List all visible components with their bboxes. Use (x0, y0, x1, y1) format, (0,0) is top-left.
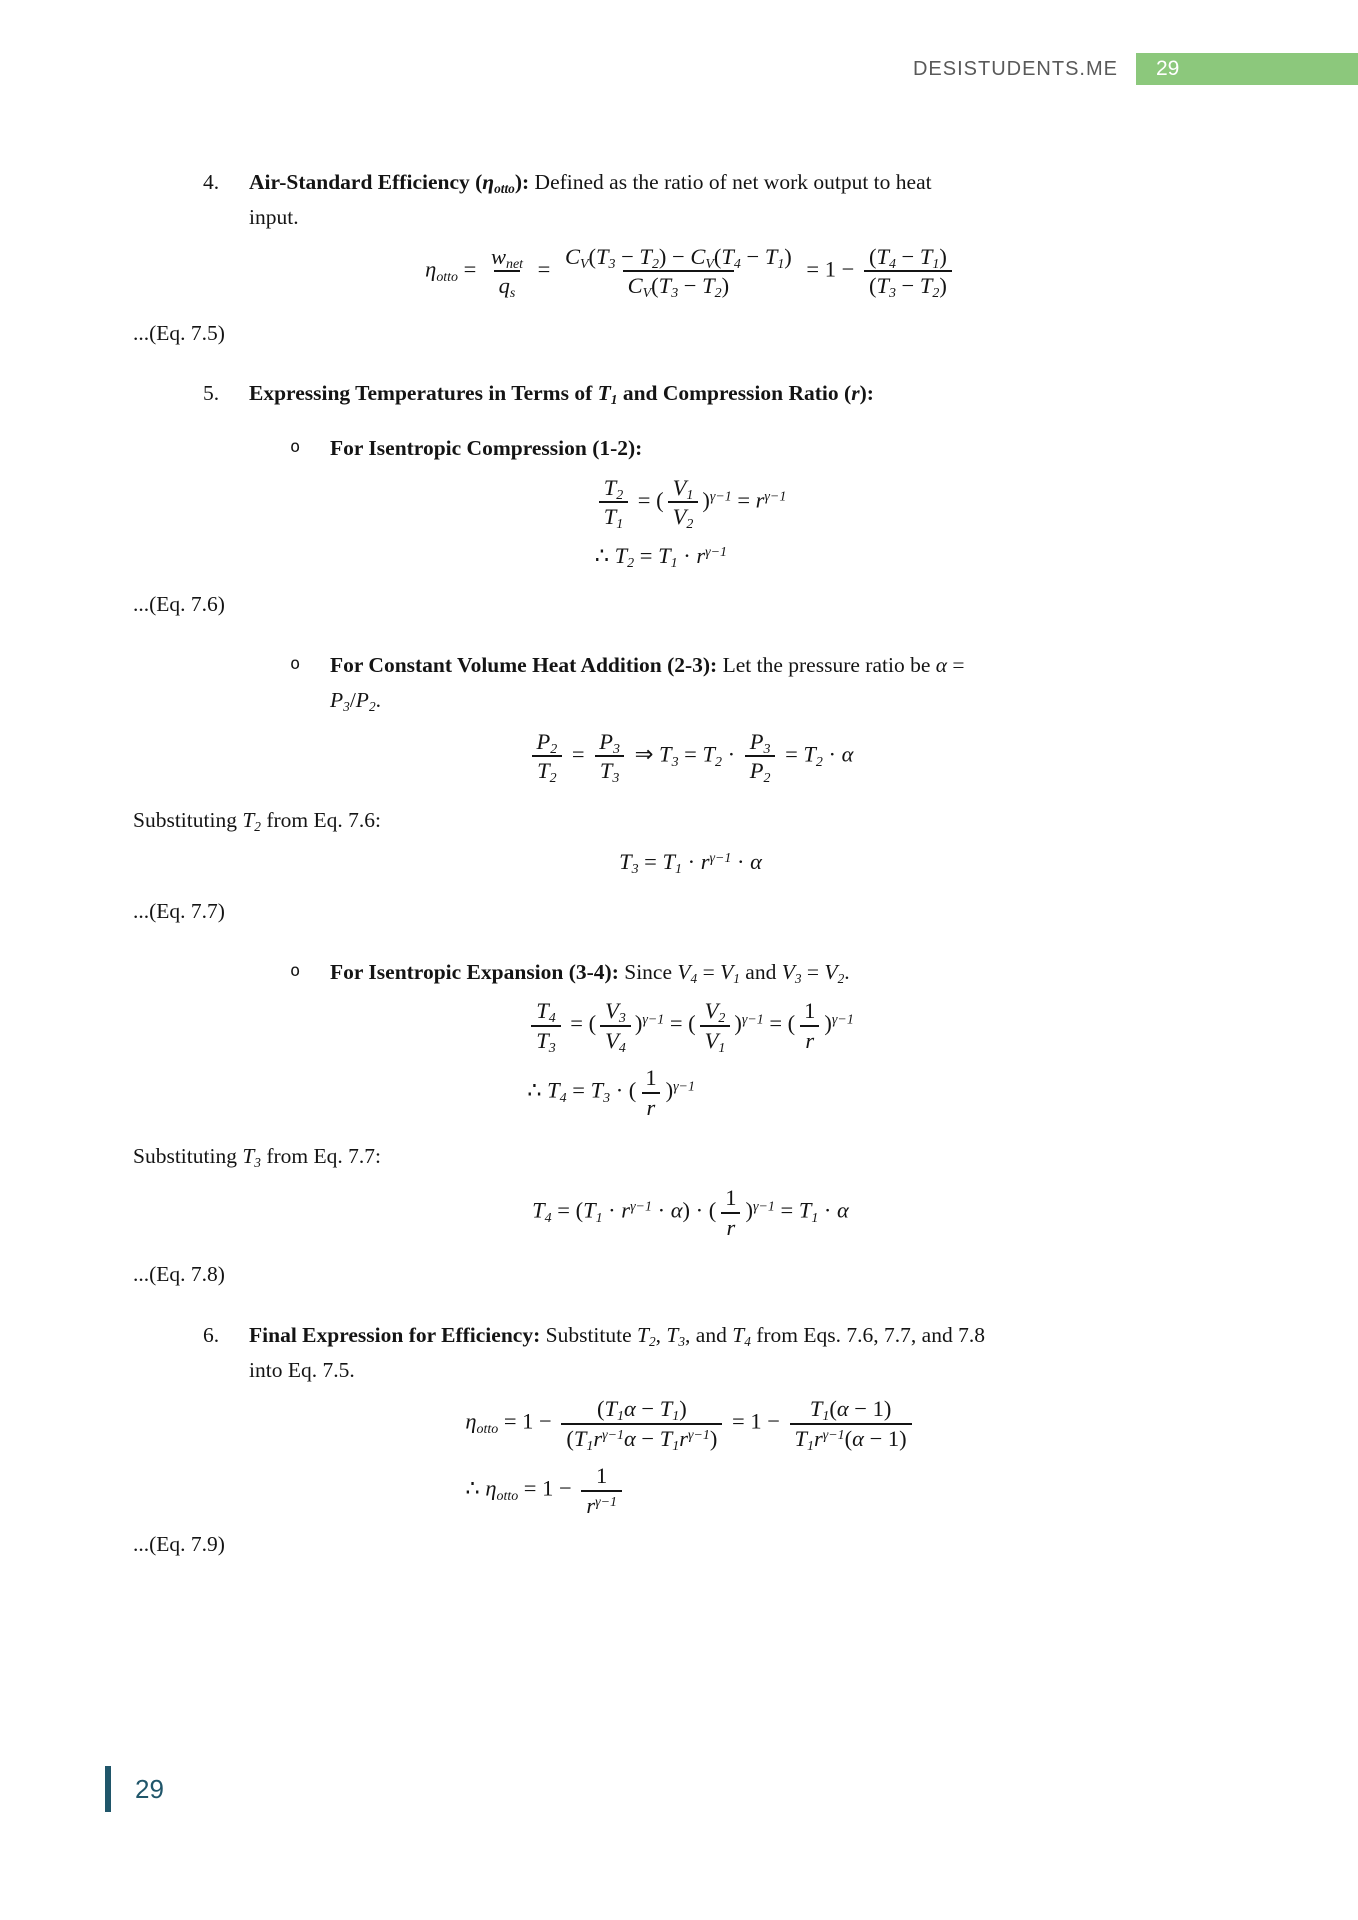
item-5 (133, 376, 1248, 411)
eq-label-7-6: ...(Eq. 7.6) (133, 592, 225, 617)
equation-7-8c: $T_4 = (T_1 \cdot r^{\gamma-1} \cdot \alpha)$ · ( $\frac{1}{r}$ )$^{\gamma-1} = T_1 \cdot \alpha$ (532, 1185, 849, 1240)
bullet-marker: o (290, 437, 301, 458)
eq-label-7-7: ...(Eq. 7.7) (133, 898, 225, 923)
bullet-constant-volume (290, 648, 1248, 718)
equation-7-5: $\eta_{otto}$ = $\frac{w_{net}}{q_s}$ = $\frac{C_V(T_3 - T_2) - C_V(T_4 - T_1)}{C_V(T_3 - T_2)}$ = 1 − $\frac{(T_4 - T_1)}{(T_3 - T_2)}$ (425, 243, 956, 300)
equation-7-6a: $\frac{T_2}{T_1}$ = ( $\frac{V_1}{V_2}$ )$^{\gamma-1} = r^{\gamma-1}$ (595, 474, 787, 531)
equation-7-7b: $T_3 = T_1 \cdot r^{\gamma-1} \cdot \alpha$ (619, 849, 762, 878)
equation-7-7b-wrap (133, 847, 1248, 877)
item-5-text: Expressing Temperatures in Terms of $T_1$ and Compression Ratio (r): (249, 381, 874, 408)
eq-label-7-5: ...(Eq. 7.5) (133, 320, 225, 345)
page-footer (105, 1766, 164, 1812)
bullet-isentropic-compression-text: For Isentropic Compression (1-2): (330, 436, 643, 461)
equation-7-9b: ∴ $\eta_{otto} = 1$ − $\frac{1}{r^{\gamma-1}}$ (465, 1462, 626, 1519)
footer-accent-bar (105, 1766, 111, 1812)
item-6-text: Final Expression for Efficiency: Substitute $T_2$, $T_3$, and $T_4$ from Eqs. 7.6, 7.7, and 7.8 into Eq. 7.5. (249, 1322, 985, 1382)
item-4-number: 4. (203, 170, 220, 194)
substituting-t3-line: Substituting $T_3$ from Eq. 7.7: (133, 1144, 381, 1171)
item-5-number: 5. (203, 381, 220, 406)
site-name: DESISTUDENTS.ME (912, 57, 1118, 80)
bullet-isentropic-expansion (290, 955, 1248, 990)
equation-7-7a-wrap (133, 728, 1248, 785)
equation-7-9a: $\eta_{otto} = 1$ − $\frac{(T_1\alpha - T_1)}{(T_1r^{\gamma-1}\alpha - T_1r^{\gamma-1})}$ = 1 − $\frac{T_1(\alpha - 1)}{T_1r^{\gamma-1}(\alpha - 1)}$ (465, 1395, 915, 1452)
item-6-number: 6. (203, 1322, 220, 1347)
bullet-marker: o (290, 960, 301, 981)
header-page-badge: 29 (1136, 53, 1358, 85)
item-6 (133, 1318, 1248, 1388)
substituting-t2-line: Substituting $T_2$ from Eq. 7.6: (133, 807, 381, 834)
page-header (913, 52, 1358, 86)
equation-7-9-wrap (133, 1395, 1248, 1519)
eq-label-7-9: ...(Eq. 7.9) (133, 1532, 225, 1557)
footer-page-number: 29 (135, 1773, 164, 1804)
bullet-isentropic-expansion-text: For Isentropic Expansion (3-4): Since $V_4 = V_1$ and $V_3 = V_2$. (330, 959, 850, 986)
item-4-text: Air-Standard Efficiency $(\eta_{otto})$: Defined as the ratio of net work output to heat input. (249, 170, 932, 229)
equation-7-6b: ∴ $T_2 = T_1 \cdot r^{\gamma-1}$ (594, 542, 727, 572)
bullet-isentropic-compression (290, 431, 1248, 466)
equation-7-8-wrap (133, 997, 1248, 1121)
bullet-constant-volume-text: For Constant Volume Heat Addition (2-3): Let the pressure ratio be α = $P_3/P_2$. (330, 653, 965, 714)
bullet-marker: o (290, 654, 301, 675)
equation-7-7a: $\frac{P_2}{T_2}$ = $\frac{P_3}{T_3}$ ⇒ $T_3 = T_2$ · $\frac{P_3}{P_2}$ = $T_2 \cdot \alpha$ (528, 728, 854, 785)
equation-7-8a: $\frac{T_4}{T_3}$ = ( $\frac{V_3}{V_4}$ )$^{\gamma-1}$ = ( $\frac{V_2}{V_1}$ )$^{\gamma-1}$ = ( $\frac{1}{r}$ )$^{\gamma-1}$ (527, 997, 854, 1054)
equation-7-6-wrap (133, 474, 1248, 571)
equation-7-8c-wrap (133, 1184, 1248, 1241)
eq-label-7-8: ...(Eq. 7.8) (133, 1261, 225, 1286)
item-4 (133, 165, 1248, 235)
equation-7-8b: ∴ $T_4 = T_3$ · ( $\frac{1}{r}$ )$^{\gamma-1}$ (527, 1065, 695, 1120)
equation-7-5-wrap (133, 243, 1248, 300)
